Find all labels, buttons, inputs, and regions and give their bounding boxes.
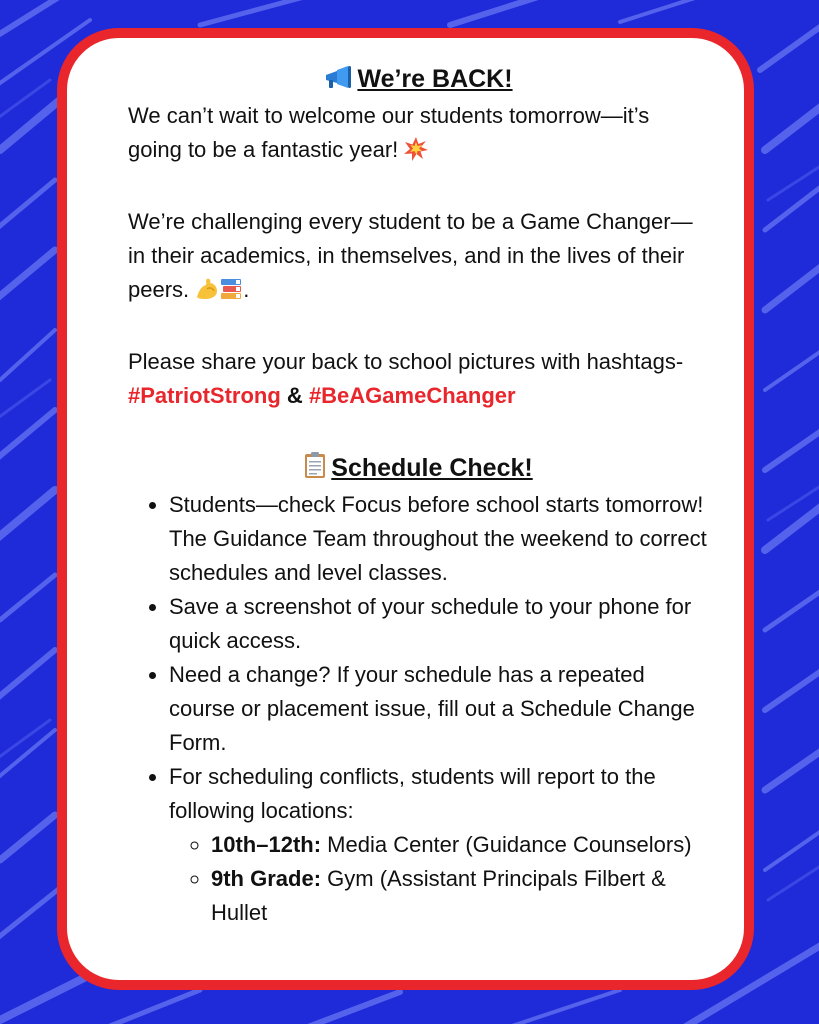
welcome-paragraph: We can’t wait to welcome our students tomorrow—it’s going to be a fantastic year!	[128, 99, 708, 171]
hashtag-patriot-strong: #PatriotStrong	[128, 383, 281, 408]
hashtag-be-a-game-changer: #BeAGameChanger	[308, 383, 516, 408]
list-item: • For scheduling conflicts, students will report to the following locations: ◦ 10th–12th: Media Center (Guidance Counselors) ◦ 9th Grade: Gym (Assistant Principals Filbert & Hullet	[169, 760, 708, 930]
challenge-paragraph: We’re challenging every student to be a Game Changer—in their academics, in themselves, and in the lives of their peers. .	[128, 205, 708, 311]
list-item: • Save a screenshot of your schedule to your phone for quick access.	[169, 590, 708, 658]
list-item: • Need a change? If your schedule has a repeated course or placement issue, fill out a Schedule Change Form.	[169, 658, 708, 760]
section-title-back: We’re BACK!	[357, 65, 513, 93]
list-item: • Students—check Focus before school starts tomorrow! The Guidance Team throughout the weekend to correct schedules and level classes.	[169, 488, 708, 590]
hashtags-paragraph: Please share your back to school pictures with hashtags- #PatriotStrong & #BeAGameChanger	[128, 349, 684, 408]
flexed-biceps-icon	[195, 277, 219, 311]
clipboard-icon	[303, 451, 327, 488]
megaphone-icon	[323, 65, 353, 99]
location-item: ◦ 9th Grade: Gym (Assistant Principals Filbert & Hullet	[211, 862, 708, 930]
locations-list	[169, 828, 708, 930]
section-title-schedule: Schedule Check!	[331, 454, 533, 482]
schedule-bullet-list	[128, 488, 708, 930]
section-heading-back	[128, 62, 708, 99]
location-item: ◦ 10th–12th: Media Center (Guidance Counselors)	[211, 828, 708, 862]
section-heading-schedule	[128, 451, 708, 488]
collision-icon	[404, 137, 428, 171]
books-icon	[219, 277, 243, 311]
announcement-content	[128, 62, 708, 930]
ampersand: &	[286, 383, 303, 408]
